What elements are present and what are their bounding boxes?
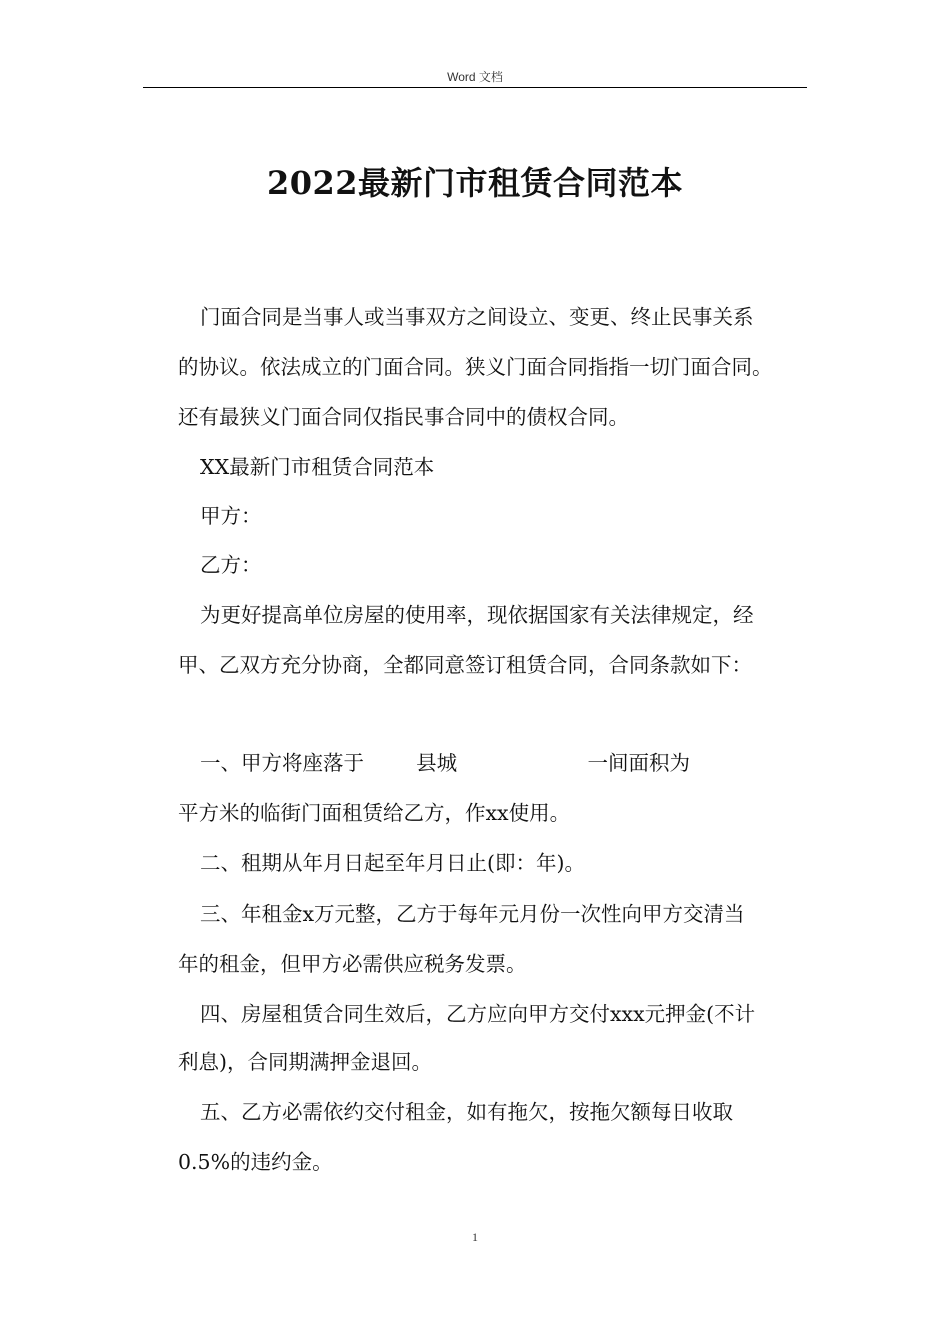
paragraph-line: 的协议。依法成立的门面合同。狭义门面合同指指一切门面合同。: [178, 355, 773, 379]
party-b-line: 乙方：: [200, 553, 262, 577]
clause-line: 三、年租金x万元整，乙方于每年元月份一次性向甲方交清当: [200, 902, 745, 926]
clause-line: 0.5%的违约金。: [178, 1150, 333, 1174]
page-header: Word 文档: [447, 70, 503, 84]
clause-line: 年的租金，但甲方必需供应税务发票。: [178, 952, 527, 976]
clause-line: 二、租期从年月日起至年月日止(即：年)。: [200, 851, 585, 875]
header-rule: [143, 87, 807, 88]
paragraph-line: XX最新门市租赁合同范本: [200, 455, 435, 479]
page-number: 1: [472, 1230, 478, 1244]
paragraph-line: 为更好提高单位房屋的使用率，现依据国家有关法律规定，经: [200, 603, 754, 627]
clause-line: 一、甲方将座落于 县城 一间面积为: [200, 751, 690, 775]
party-a-line: 甲方：: [200, 504, 262, 528]
clause-line: 五、乙方必需依约交付租金，如有拖欠，按拖欠额每日收取: [200, 1100, 733, 1124]
paragraph-line: 门面合同是当事人或当事双方之间设立、变更、终止民事关系: [200, 305, 754, 329]
clause-line: 平方米的临街门面租赁给乙方，作xx使用。: [178, 801, 571, 825]
clause-line: 四、房屋租赁合同生效后，乙方应向甲方交付xxx元押金(不计: [200, 1002, 756, 1026]
paragraph-line: 还有最狭义门面合同仅指民事合同中的债权合同。: [178, 405, 629, 429]
clause-line: 利息)，合同期满押金退回。: [178, 1050, 432, 1074]
paragraph-line: 甲、乙双方充分协商，全都同意签订租赁合同，合同条款如下：: [178, 653, 752, 677]
document-title: 2022最新门市租赁合同范本: [266, 164, 684, 202]
